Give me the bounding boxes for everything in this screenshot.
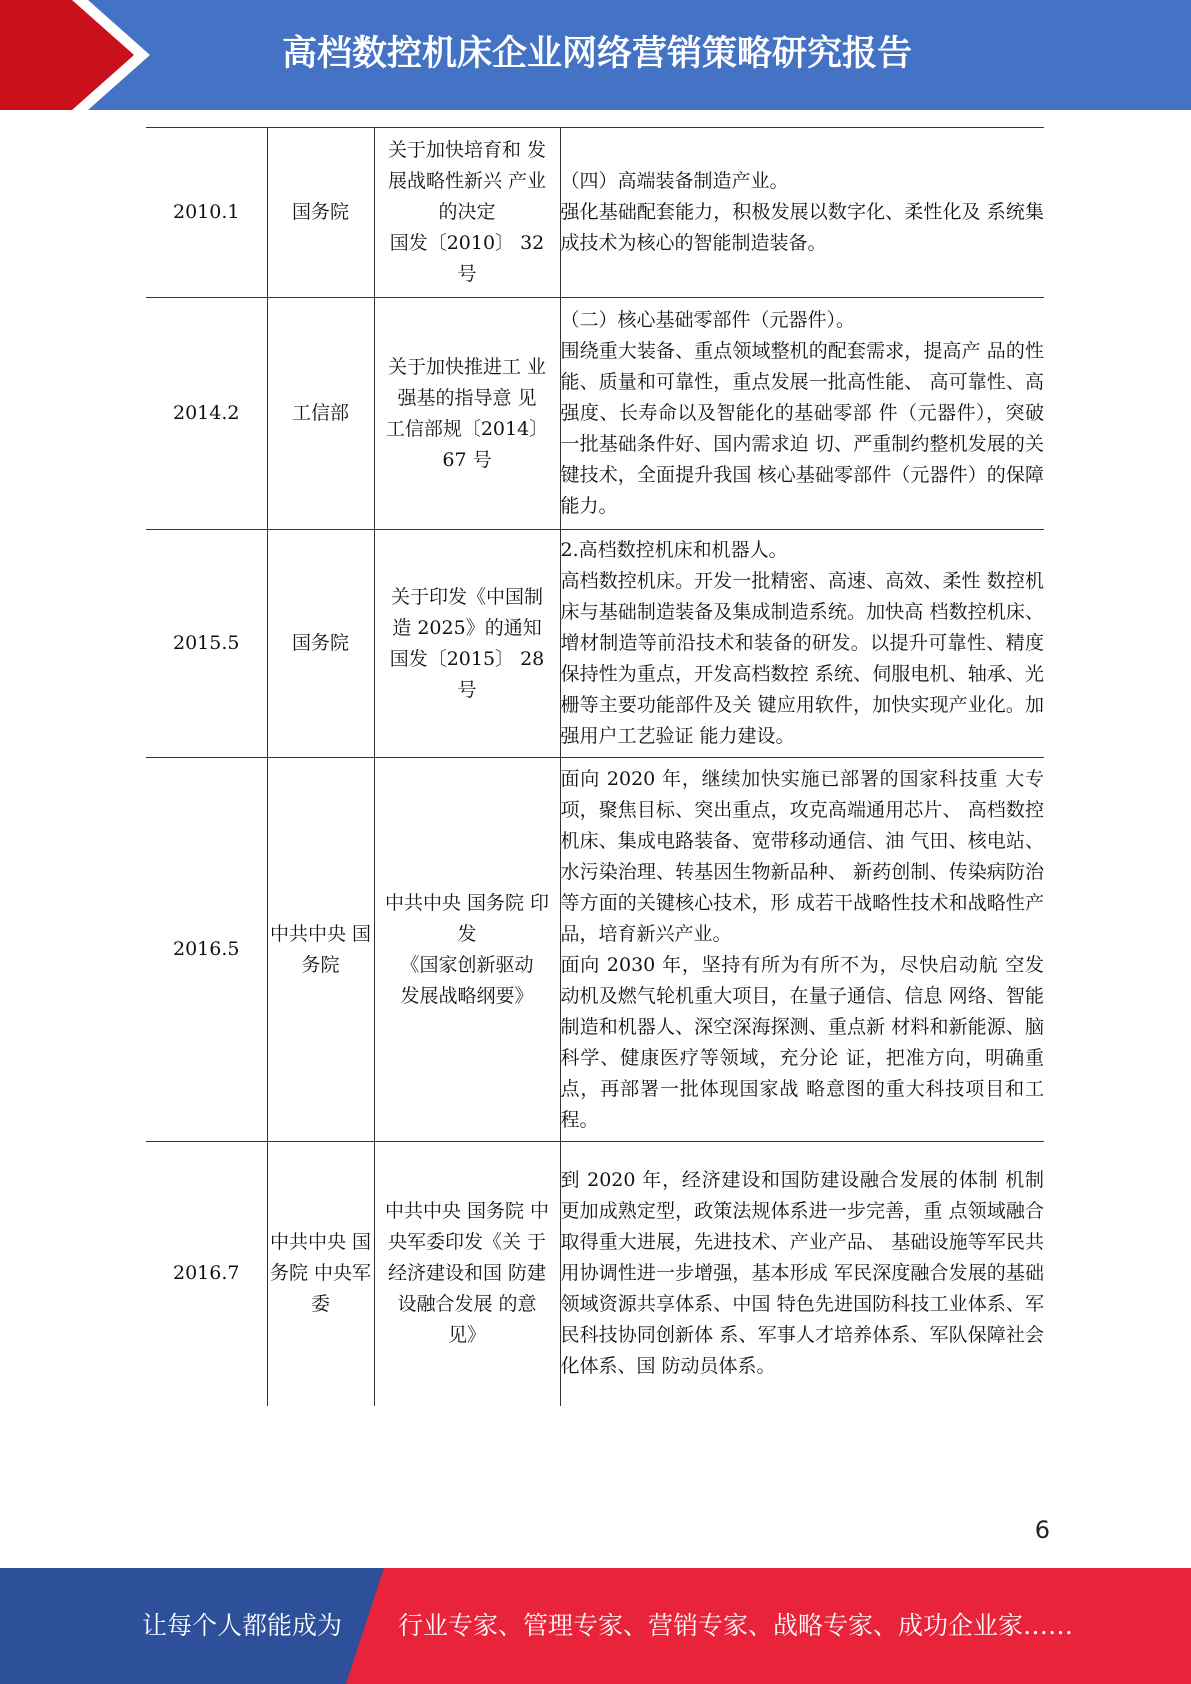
document-title-line: 工信部规〔2014〕 — [385, 417, 549, 440]
page-footer — [0, 1568, 1191, 1684]
report-title: 高档数控机床企业网络营销策略研究报告 — [282, 34, 913, 74]
document-title-line: 号 — [457, 263, 477, 285]
footer-slogan-left: 让每个人都能成为 — [142, 1611, 343, 1640]
policy-paragraph: 强化基础配套能力，积极发展以数字化、柔性化及 系统集成技术为核心的智能制造装备。 — [560, 201, 1044, 254]
cell-document-title — [374, 1142, 560, 1406]
policy-paragraph: 到 2020 年，经济建设和国防建设融合发展的体制 机制更加成熟定型，政策法规体系进一步完善，重 点领域融合取得重大进展，先进技术、产业产品、 基础设施等军民共用协调性进一步增强，基本形成 军民深度融合发展的基础领域资源共享体系、中国 特色先进国防科技工业体系、军民科技协同创新体 系、军事人才培养体系、军队保障社会化体系、国 防动员体系。 — [560, 1169, 1044, 1378]
document-title-line: 造 2025》的通知 — [392, 616, 542, 639]
cell-policy-content — [560, 758, 1044, 1142]
document-title-line: 《国家创新驱动 — [400, 953, 534, 976]
page-number: 6 — [1034, 1516, 1050, 1544]
table-row — [146, 1142, 1044, 1406]
cell-document-title — [374, 128, 560, 298]
document-title-line: 国发〔2015〕 28 — [389, 647, 545, 670]
document-title-line: 展战略性新兴 产业 — [387, 170, 547, 192]
table-row — [146, 758, 1044, 1142]
cell-issuing-body: 工信部 — [267, 298, 374, 530]
document-title-line: 关于加快培育和 发 — [387, 139, 547, 161]
cell-policy-content — [560, 530, 1044, 758]
policy-paragraph: 面向 2020 年，继续加快实施已部署的国家科技重 大专项，聚焦目标、突出重点，攻克高端通用芯片、 高档数控机床、集成电路装备、宽带移动通信、油 气田、核电站、水污染治理、转基因生物新品种、 新药创制、传染病防治等方面的关键核心技术，形 成若干战略性技术和战略性产品，培育新兴产业。 — [560, 767, 1044, 945]
cell-date: 2015.5 — [146, 530, 267, 758]
table-row — [146, 298, 1044, 530]
cell-document-title — [374, 530, 560, 758]
cell-document-title — [374, 298, 560, 530]
document-title-line: 经济建设和国 防建 — [387, 1262, 547, 1285]
document-title-line: 中共中央 国务院 中 — [384, 1200, 550, 1223]
cell-issuing-body: 中共中央 国务院 中央军委 — [267, 1142, 374, 1406]
policy-paragraph: 面向 2030 年，坚持有所为有所不为，尽快启动航 空发动机及燃气轮机重大项目，在量子通信、信息 网络、智能制造和机器人、深空深海探测、重点新 材料和新能源、脑科学、健康医疗等领域，充分论 证，把准方向，明确重点，再部署一批体现国家战 略意图的重大科技项目和工程。 — [560, 953, 1044, 1131]
policy-paragraph: （四）高端装备制造产业。 — [560, 170, 789, 192]
cell-document-title — [374, 758, 560, 1142]
cell-policy-content — [560, 128, 1044, 298]
cell-date: 2016.7 — [146, 1142, 267, 1406]
policy-paragraph: （二）核心基础零部件（元器件）。 — [560, 309, 856, 331]
document-title-line: 发展战略纲要》 — [400, 984, 534, 1007]
policy-paragraph: 2.高档数控机床和机器人。 — [560, 539, 788, 561]
table-row — [146, 530, 1044, 758]
cell-date: 2014.2 — [146, 298, 267, 530]
cell-policy-content — [560, 1142, 1044, 1406]
cell-issuing-body: 国务院 — [267, 128, 374, 298]
document-title-line: 中共中央 国务院 印 — [384, 891, 550, 914]
document-title-line: 见》 — [447, 1324, 486, 1347]
document-title-line: 强基的指导意 见 — [397, 386, 537, 409]
table-row — [146, 128, 1044, 298]
document-title-line: 关于加快推进工 业 — [387, 355, 547, 378]
page-header — [0, 0, 1191, 110]
document-title-line: 设融合发展 的意 — [397, 1293, 537, 1316]
cell-date: 2016.5 — [146, 758, 267, 1142]
policy-table — [146, 127, 1044, 1406]
policy-paragraph: 围绕重大装备、重点领域整机的配套需求，提高产 品的性能、质量和可靠性，重点发展一批高性能、 高可靠性、高强度、长寿命以及智能化的基础零部 件（元器件），突破一批基础条件好、国内需求迫 切、严重制约整机发展的关键技术，全面提升我国 核心基础零部件（元器件）的保障能力。 — [560, 340, 1044, 517]
footer-slogan-right: 行业专家、管理专家、营销专家、战略专家、成功企业家…… — [398, 1611, 1074, 1640]
document-title-line: 关于印发《中国制 — [390, 585, 543, 608]
cell-issuing-body: 中共中央 国务院 — [267, 758, 374, 1142]
document-title-line: 号 — [457, 678, 477, 701]
document-title-line: 央军委印发《关 于 — [387, 1231, 547, 1254]
document-title-line: 67 号 — [442, 448, 492, 471]
cell-date: 2010.1 — [146, 128, 267, 298]
document-title-line: 国发〔2010〕 32 — [389, 232, 545, 254]
cell-policy-content — [560, 298, 1044, 530]
policy-paragraph: 高档数控机床。开发一批精密、高速、高效、柔性 数控机床与基础制造装备及集成制造系统。加快高 档数控机床、增材制造等前沿技术和装备的研发。以提升可靠性、精度保持性为重点，开发高档数控 系统、伺服电机、轴承、光栅等主要功能部件及关 键应用软件，加快实现产业化。加强用户工艺验证 能力建设。 — [560, 570, 1044, 747]
document-title-line: 发 — [457, 922, 477, 945]
cell-issuing-body: 国务院 — [267, 530, 374, 758]
document-title-line: 的决定 — [438, 201, 496, 223]
